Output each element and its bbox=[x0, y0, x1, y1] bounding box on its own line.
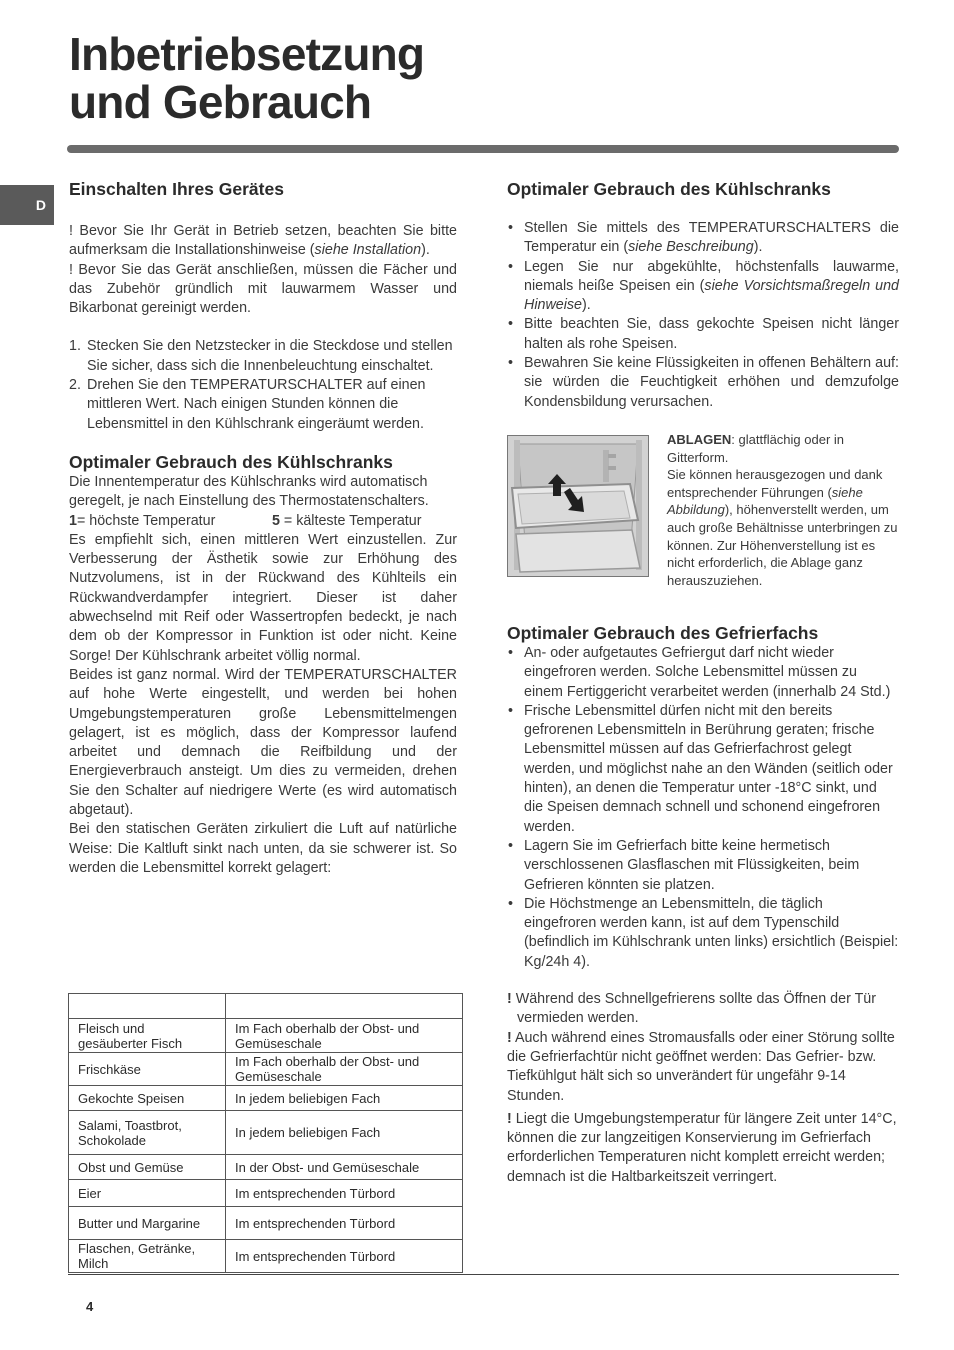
table-cell: Im Fach oberhalb der Obst- und Gemüseschale bbox=[226, 1053, 463, 1086]
table-row bbox=[69, 1240, 463, 1273]
table-cell: Eier bbox=[69, 1180, 226, 1207]
list-item: • Die Höchstmenge an Lebensmitteln, die täglich eingefroren werden kann, ist auf dem Typenschild (befindlich im Kühlschrank unten links) ersichtlich (Beispiel: Kg/24h 4). bbox=[507, 895, 899, 972]
warning-icon: ! bbox=[507, 991, 512, 1008]
table-cell: In jedem beliebigen Fach bbox=[226, 1086, 463, 1111]
table-cell: Frischkäse bbox=[69, 1053, 226, 1086]
page-title bbox=[69, 30, 424, 126]
setup-steps bbox=[69, 337, 457, 433]
thermostat-intro: Die Innentemperatur des Kühlschranks wird automatisch geregelt, je nach Einstellung des Thermostatenschalters. bbox=[69, 473, 429, 510]
fridge-tips-list bbox=[507, 219, 899, 412]
table-header-row bbox=[69, 994, 463, 1019]
table-header-cell bbox=[226, 994, 463, 1019]
title-divider bbox=[67, 145, 899, 153]
list-item: • Lagern Sie im Gefrierfach bitte keine hermetisch verschlossenen Glasflaschen mit Flüssigkeiten, beim Gefrieren könnten sie platzen. bbox=[507, 837, 899, 895]
table-row bbox=[69, 1207, 463, 1240]
warning-icon: ! bbox=[507, 1029, 512, 1046]
section-heading-freezer: Optimaler Gebrauch des Gefrierfachs bbox=[507, 623, 819, 643]
table-row bbox=[69, 1086, 463, 1111]
freezer-section bbox=[507, 622, 899, 1187]
right-column bbox=[507, 178, 899, 412]
section-heading-fridge-tips: Optimaler Gebrauch des Kühlschranks bbox=[507, 179, 831, 199]
warning-icon: ! bbox=[507, 1110, 512, 1127]
table-header-cell bbox=[69, 994, 226, 1019]
table-row bbox=[69, 1053, 463, 1086]
list-item: • Bewahren Sie keine Flüssigkeiten in offenen Behältern auf: sie würden die Feuchtigkeit erhöhen und demzufolge Kondensbildung verursachen. bbox=[507, 354, 899, 412]
installation-note: ! Bevor Sie Ihr Gerät in Betrieb setzen, beachten Sie bitte aufmerksam die Installationshinweise (siehe Installation). bbox=[69, 223, 457, 259]
table-cell: Im entsprechenden Türbord bbox=[226, 1240, 463, 1273]
freezer-tips-list bbox=[507, 644, 899, 972]
storage-table bbox=[68, 993, 463, 1273]
list-item: • An- oder aufgetautes Gefriergut darf nicht wieder eingefroren werden. Solche Lebensmittel müssen zu einem Fertiggericht verarbeitet werden (innerhalb 24 Std.) bbox=[507, 644, 899, 702]
page-number: 4 bbox=[86, 1299, 94, 1314]
footer-divider bbox=[68, 1274, 899, 1275]
language-tab: D bbox=[0, 185, 54, 225]
table-cell: Im Fach oberhalb der Obst- und Gemüseschale bbox=[226, 1019, 463, 1053]
list-item: 2. Drehen Sie den TEMPERATURSCHALTER auf einen mittleren Wert. Nach einigen Stunden können die Lebensmittel in den Kühlschrank eingeräumt werden. bbox=[69, 377, 426, 432]
page-title-line1: Inbetriebsetzung bbox=[69, 28, 425, 80]
shelf-illustration bbox=[507, 435, 649, 577]
table-row bbox=[69, 1019, 463, 1053]
page-title-line2: und Gebrauch bbox=[69, 76, 372, 128]
thermostat-scale: 1= höchste Temperatur 5 = kälteste Temperatur bbox=[69, 512, 422, 529]
shelf-drawing bbox=[508, 436, 648, 576]
table-cell: Gekochte Speisen bbox=[69, 1086, 226, 1111]
air-circulation-paragraph: Bei den statischen Geräten zirkuliert die Luft auf natürliche Weise: Die Kaltluft sinkt nach unten, da sie schwerer ist. So werden die Lebensmittel korrekt gelagert: bbox=[69, 821, 457, 876]
list-item: • Bitte beachten Sie, dass gekochte Speisen nicht länger halten als rohe Speisen. bbox=[507, 315, 899, 354]
warning-ambient-temperature: ! Liegt die Umgebungstemperatur für längere Zeit unter 14°C, können die zur langzeitigen Konservierung im Gefrierfach erforderlichen Temperaturen nicht komplett erreicht werden; demnach ist die Haltbarkeitszeit verringert. bbox=[507, 1110, 897, 1185]
cleaning-note: ! Bevor Sie das Gerät anschließen, müssen die Fächer und das Zubehör gründlich mit lauwarmem Wasser und Bikarbonat gereinigt werden. bbox=[69, 261, 457, 317]
left-column bbox=[69, 178, 457, 878]
table-cell: In jedem beliebigen Fach bbox=[226, 1111, 463, 1155]
warning-power-failure: ! Auch während eines Stromausfalls oder einer Störung sollte die Gefrierfachtür nicht geöffnet werden: Das Gefrier- bzw. Tiefkühlgut hält sich so unverändert für ungefähr 9-14 Stunden. bbox=[507, 1029, 895, 1104]
section-heading-switch-on: Einschalten Ihres Gerätes bbox=[69, 179, 284, 199]
table-cell: Flaschen, Getränke, Milch bbox=[69, 1240, 226, 1273]
table-cell: Fleisch und gesäuberter Fisch bbox=[69, 1019, 226, 1053]
table-cell: Im entsprechenden Türbord bbox=[226, 1180, 463, 1207]
list-item: • Legen Sie nur abgekühlte, höchstenfalls lauwarme, niemals heiße Speisen ein (siehe Vorsichtsmaßregeln und Hinweise). bbox=[507, 258, 899, 316]
table-cell: In der Obst- und Gemüseschale bbox=[226, 1155, 463, 1180]
table-row bbox=[69, 1180, 463, 1207]
shelves-label: ABLAGEN bbox=[667, 432, 732, 447]
list-item: 1. Stecken Sie den Netzstecker in die Steckdose und stellen Sie sicher, dass sich die Innenbeleuchtung einschaltet. bbox=[69, 338, 453, 374]
warning-quick-freeze: ! Während des Schnellgefrierens sollte das Öffnen der Tür vermieden werden. bbox=[507, 991, 877, 1027]
shelves-description: ABLAGEN: glattflächig oder in Gitterform. Sie können herausgezogen und dank entsprechender Führungen (siehe Abbildung), höhenverstellt werden, um auch große Behältnisse unterbringen zu können. Zur Höhenverstellung ist es nicht erforderlich, die Ablage ganz herauszuziehen. bbox=[667, 432, 898, 588]
table-cell: Salami, Toastbrot, Schokolade bbox=[69, 1111, 226, 1155]
evaporator-paragraph: Es empfiehlt sich, einen mittleren Wert einzustellen. Zur Verbesserung der Ästhetik sowie zur Erhöhung des Nutzvolumens, ist in der Rückwand des Kühlteils ein Rückwandverdampfer integriert. Dieser ist daher abwechselnd mit Reif oder Wassertropfen bedeckt, je nach dem ob der Kompressor in Funktion ist oder nicht. Keine Sorge! Der Kühlschrank arbeitet völlig normal. bbox=[69, 531, 457, 664]
table-row bbox=[69, 1111, 463, 1155]
compressor-paragraph: Beides ist ganz normal. Wird der TEMPERATURSCHALTER auf hohe Werte eingestellt, und werden bei hohen Umgebungstemperaturen große Lebensmittelmengen gelagert, ist es möglich, dass der Kompressor laufend arbeitet und demnach die Reifbildung und der Energieverbrauch ansteigt. Um dies zu vermeiden, drehen Sie den Schalter auf niedrigere Werte (es wird automatisch abgetaut). bbox=[69, 666, 457, 819]
table-row bbox=[69, 1155, 463, 1180]
table-cell: Obst und Gemüse bbox=[69, 1155, 226, 1180]
table-cell: Butter und Margarine bbox=[69, 1207, 226, 1240]
table-cell: Im entsprechenden Türbord bbox=[226, 1207, 463, 1240]
list-item: • Frische Lebensmittel dürfen nicht mit den bereits gefrorenen Lebensmitteln in Berührung geraten; frische Lebensmittel müssen auf das Gefrierfachrost gelegt werden, und möglichst nahe an den Wänden (seitlich oder hinten), an denen die Temperatur unter -18°C sinkt, und die Speisen demnach schnell und schonend eingefroren werden. bbox=[507, 702, 899, 837]
section-heading-fridge-usage: Optimaler Gebrauch des Kühlschranks bbox=[69, 451, 393, 472]
list-item: • Stellen Sie mittels des TEMPERATURSCHALTERS die Temperatur ein (siehe Beschreibung). bbox=[507, 219, 899, 258]
